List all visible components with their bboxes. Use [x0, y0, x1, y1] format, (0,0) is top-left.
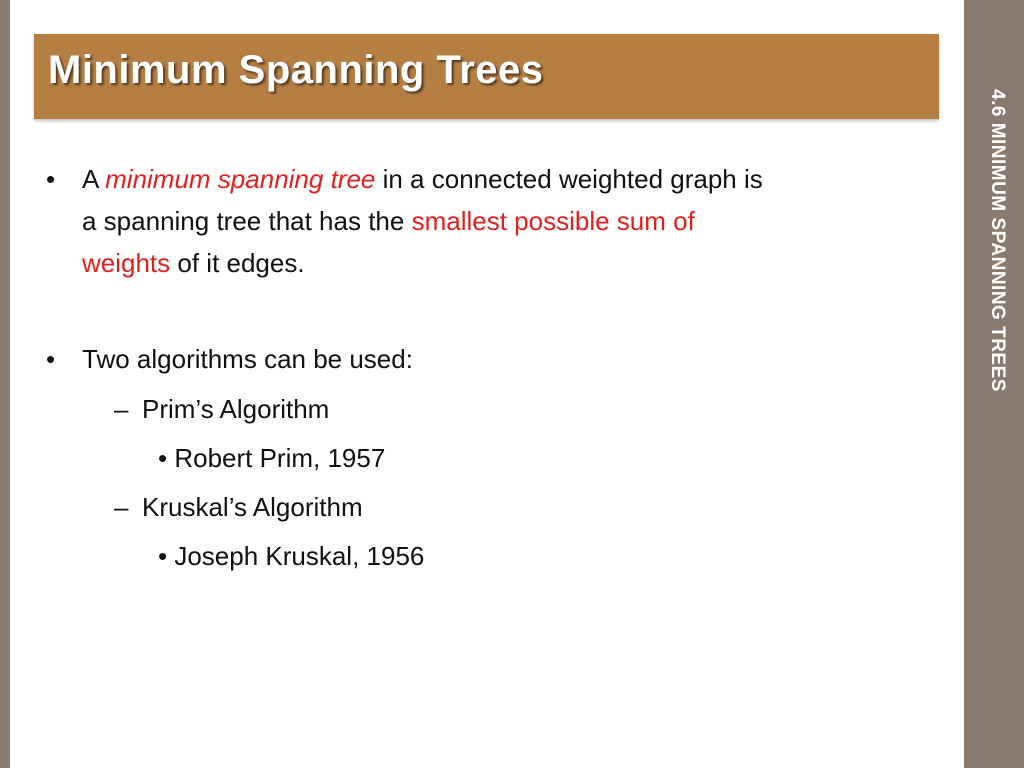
slide-content [10, 0, 964, 768]
section-label-text: 4.6 MINIMUM SPANNING TREES [987, 89, 1008, 392]
detail-robert-prim: • Robert Prim, 1957 [158, 443, 386, 473]
slide-title: Minimum Spanning Trees [48, 48, 544, 92]
bullet-marker: • [46, 344, 56, 374]
sub-bullet-prim: Prim’s Algorithm [142, 394, 330, 424]
bullet-1-line-2 [82, 206, 695, 237]
detail-joseph-kruskal: • Joseph Kruskal, 1956 [158, 541, 425, 571]
bullet-marker: • [46, 164, 56, 194]
bullet-1-text-e: of it edges. [170, 248, 305, 278]
bullet-1-text-c: in a connected weighted graph is [375, 164, 763, 194]
bullet-1-text-d: a spanning tree that has the [82, 206, 412, 236]
sub-bullet-kruskal: Kruskal’s Algorithm [142, 492, 363, 522]
highlight-smallest-sum: smallest possible sum of [411, 206, 695, 236]
section-side-label [980, 48, 1014, 433]
highlight-weights: weights [82, 248, 171, 278]
bullet-2-text: Two algorithms can be used: [82, 344, 413, 374]
slide-canvas [10, 0, 964, 768]
bullet-1-line-1 [82, 164, 763, 195]
sub-bullet-marker: – [114, 492, 129, 522]
bullet-1-text-a: A [82, 164, 106, 194]
term-minimum-spanning-tree: minimum spanning tree [105, 164, 376, 194]
bullet-1-line-3 [82, 248, 305, 279]
sub-bullet-marker: – [114, 394, 129, 424]
